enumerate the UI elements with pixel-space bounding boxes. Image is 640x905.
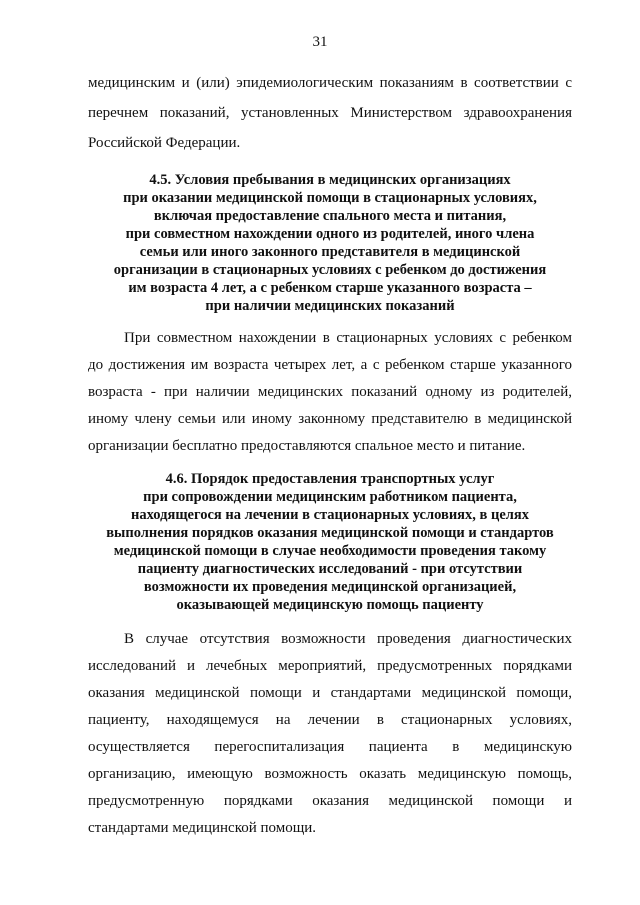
heading-line: пациенту диагностических исследований - при отсутствии <box>137 561 523 577</box>
heading-line: включая предоставление спального места и питания, <box>153 208 507 224</box>
paragraph-line: организацию, имеющую возможность оказать медицинскую помощь, <box>88 766 572 782</box>
heading-line: им возраста 4 лет, а с ребенком старше указанного возраста – <box>128 280 532 296</box>
heading-line: находящегося на лечении в стационарных условиях, в целях <box>131 507 529 523</box>
heading-line: при оказании медицинской помощи в стационарных условиях, <box>123 190 537 206</box>
paragraph-line: В случае отсутствия возможности проведения диагностических <box>124 631 572 647</box>
heading-line: оказывающей медицинскую помощь пациенту <box>176 597 484 613</box>
heading-line: при совместном нахождении одного из родителей, иного члена <box>125 226 535 242</box>
paragraph-line: предусмотренную порядками оказания медицинской помощи и <box>88 793 572 809</box>
heading-line: 4.6. Порядок предоставления транспортных услуг <box>165 471 495 487</box>
intro-line: Российской Федерации. <box>88 135 241 151</box>
intro-line: перечнем показаний, установленных Министерством здравоохранения <box>88 105 572 121</box>
paragraph-line: исследований и лечебных мероприятий, предусмотренных порядками <box>88 658 572 674</box>
paragraph-line: организации бесплатно предоставляются спальное место и питание. <box>88 438 526 454</box>
paragraph-line: возраста - при наличии медицинских показаний одному из родителей, <box>88 384 572 400</box>
heading-line: 4.5. Условия пребывания в медицинских организациях <box>149 172 511 188</box>
paragraph-line: пациенту, находящемуся на лечении в стационарных условиях, <box>88 712 572 728</box>
heading-line: при наличии медицинских показаний <box>205 298 455 314</box>
heading-line: семьи или иного законного представителя в медицинской <box>139 244 521 260</box>
heading-line: медицинской помощи в случае необходимости проведения такому <box>113 543 547 559</box>
heading-line: организации в стационарных условиях с ребенком до достижения <box>113 262 547 278</box>
paragraph-line: до достижения им возраста четырех лет, а с ребенком старше указанного <box>88 357 572 373</box>
heading-line: при сопровождении медицинским работником пациента, <box>143 489 517 505</box>
paragraph-line: стандартами медицинской помощи. <box>88 820 317 836</box>
paragraph-line: При совместном нахождении в стационарных условиях с ребенком <box>124 330 572 346</box>
heading-line: возможности их проведения медицинской организацией, <box>143 579 517 595</box>
page-number: 31 <box>312 34 328 50</box>
paragraph-line: иному члену семьи или иному законному представителю в медицинской <box>88 411 572 427</box>
heading-line: выполнения порядков оказания медицинской помощи и стандартов <box>106 525 554 541</box>
paragraph-line: оказания медицинской помощи и стандартами медицинской помощи, <box>88 685 572 701</box>
paragraph-line: осуществляется перегоспитализация пациента в медицинскую <box>88 739 572 755</box>
intro-line: медицинским и (или) эпидемиологическим показаниям в соответствии с <box>88 75 572 91</box>
